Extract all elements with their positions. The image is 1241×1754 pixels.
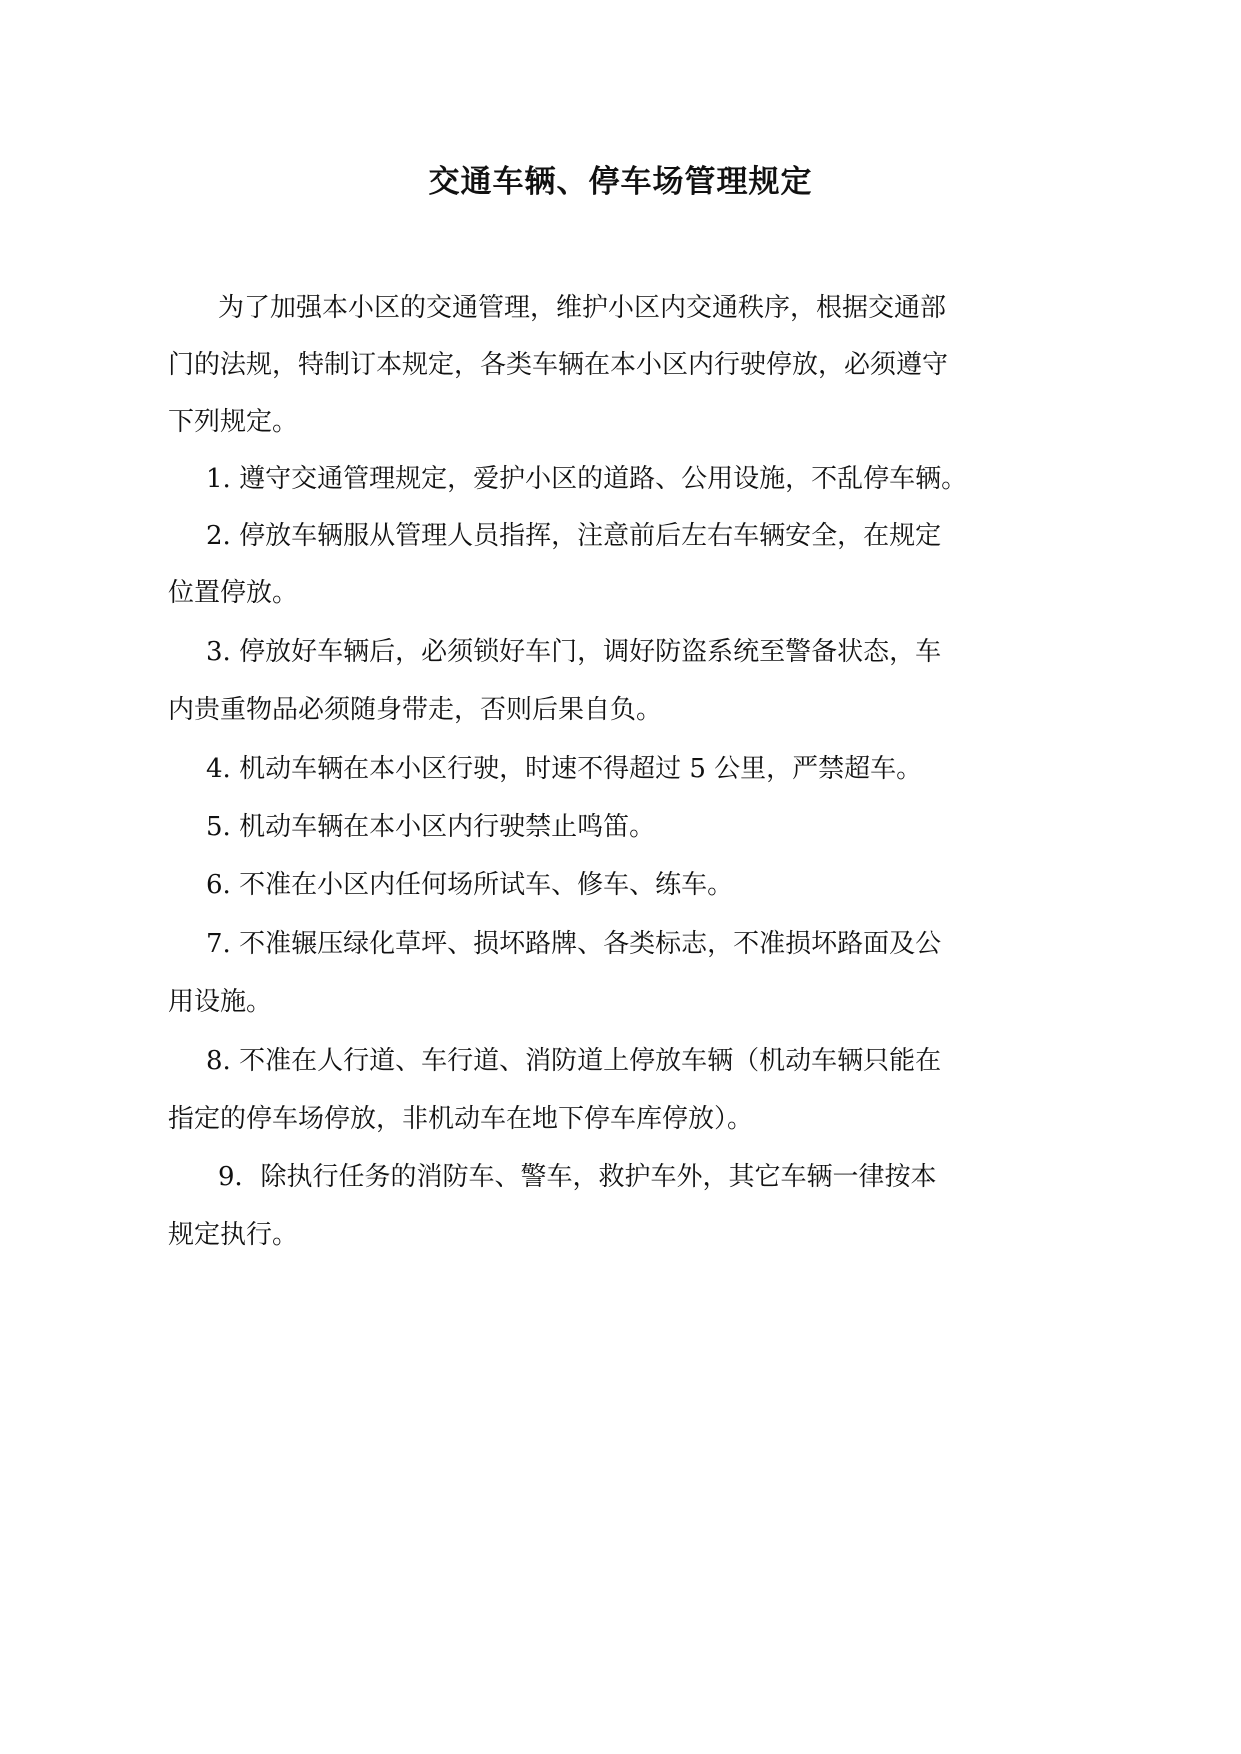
intro-line-2: 门的法规，特制订本规定，各类车辆在本小区内行驶停放，必须遵守 <box>168 350 949 380</box>
rule-4-line-1: 4. 机动车辆在本小区行驶，时速不得超过 5 公里，严禁超车。 <box>206 754 923 784</box>
intro-line-1: 为了加强本小区的交通管理，维护小区内交通秩序，根据交通部 <box>218 293 947 323</box>
rule-2-line-1: 2. 停放车辆服从管理人员指挥，注意前后左右车辆安全，在规定 <box>206 521 942 551</box>
rule-2-line-2: 位置停放。 <box>168 578 299 608</box>
rule-6-line-1: 6. 不准在小区内任何场所试车、修车、练车。 <box>206 870 734 900</box>
rule-7-line-1: 7. 不准辗压绿化草坪、损坏路牌、各类标志，不准损坏路面及公 <box>206 929 942 959</box>
rule-8-line-1: 8. 不准在人行道、车行道、消防道上停放车辆（机动车辆只能在 <box>206 1046 942 1076</box>
rule-1-line-1: 1. 遵守交通管理规定，爱护小区的道路、公用设施，不乱停车辆。 <box>206 464 968 494</box>
rule-9-line-1: 9．除执行任务的消防车、警车，救护车外，其它车辆一律按本 <box>218 1162 937 1192</box>
rule-5-line-1: 5. 机动车辆在本小区内行驶禁止鸣笛。 <box>206 812 656 842</box>
rule-9-line-2: 规定执行。 <box>168 1220 299 1250</box>
intro-line-3: 下列规定。 <box>168 407 299 437</box>
rule-3-line-1: 3. 停放好车辆后，必须锁好车门，调好防盗系统至警备状态，车 <box>206 637 942 667</box>
rule-8-line-2: 指定的停车场停放，非机动车在地下停车库停放）。 <box>168 1104 754 1134</box>
rule-3-line-2: 内贵重物品必须随身带走，否则后果自负。 <box>168 695 663 725</box>
document-title: 交通车辆、停车场管理规定 <box>428 164 813 200</box>
rule-7-line-2: 用设施。 <box>168 987 273 1017</box>
